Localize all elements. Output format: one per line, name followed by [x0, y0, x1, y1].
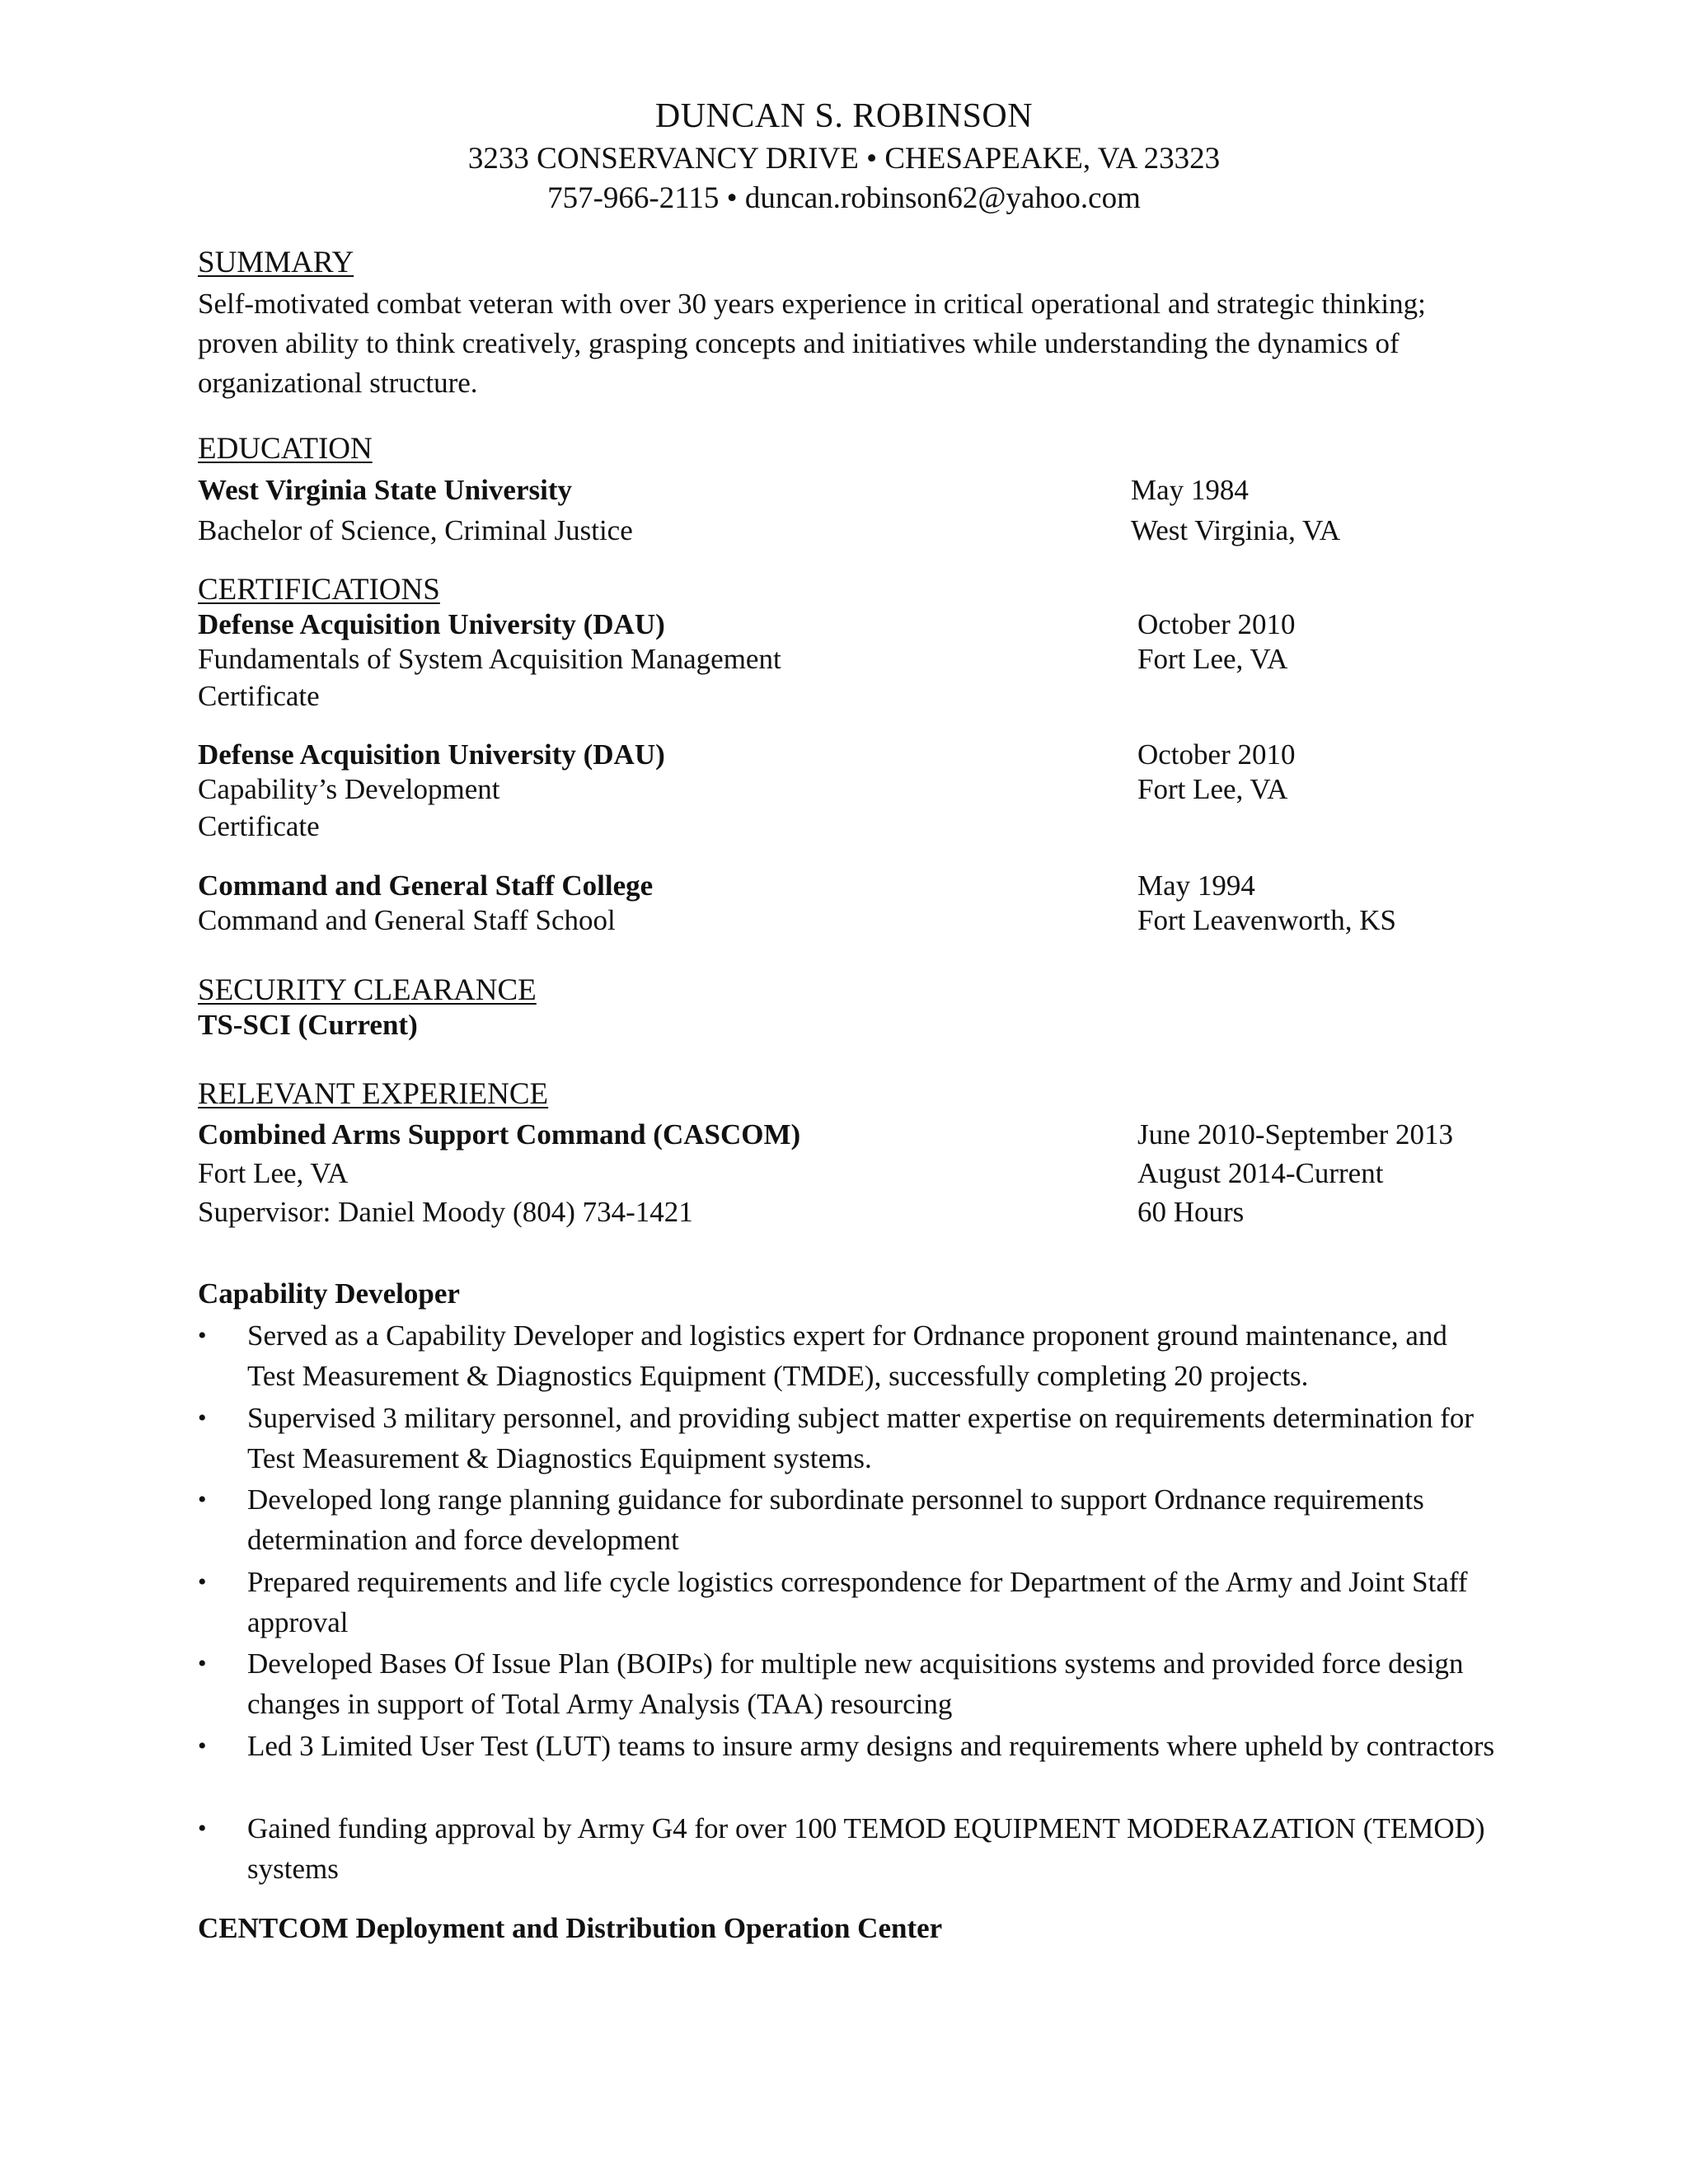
cert-2-date: October 2010 — [1137, 738, 1296, 771]
list-item: Served as a Capability Developer and logistics expert for Ordnance proponent ground maintenance, and Test Measurement & Diagnostics Equipment (TMDE), successfully completing 20 projects. — [247, 1319, 1447, 1392]
experience-hours: 60 Hours — [1137, 1196, 1245, 1228]
cert-1-org: Defense Acquisition University (DAU) — [198, 608, 665, 640]
bullet-icon: • — [198, 1568, 207, 1596]
cert-3-org: Command and General Staff College — [198, 869, 654, 902]
education-school: West Virginia State University — [198, 474, 572, 506]
experience-heading: RELEVANT EXPERIENCE — [198, 1077, 549, 1111]
bullet-icon: • — [198, 1404, 207, 1432]
experience-dates-1: June 2010-September 2013 — [1137, 1118, 1453, 1151]
experience-org: Combined Arms Support Command (CASCOM) — [198, 1118, 801, 1151]
certifications-heading: CERTIFICATIONS — [198, 573, 440, 607]
experience-location: Fort Lee, VA — [198, 1157, 349, 1189]
experience-supervisor: Supervisor: Daniel Moody (804) 734-1421 — [198, 1196, 693, 1228]
education-heading: EDUCATION — [198, 432, 373, 466]
list-item: Developed Bases Of Issue Plan (BOIPs) for multiple new acquisitions systems and provided force design changes in support of Total Army Analysis (TAA) resourcing — [247, 1647, 1464, 1720]
cert-3-course: Command and General Staff School — [198, 904, 616, 936]
cert-2-type: Certificate — [198, 810, 320, 842]
list-item: Prepared requirements and life cycle logistics correspondence for Department of the Army and Joint Staff approval — [247, 1566, 1468, 1638]
address-line: 3233 CONSERVANCY DRIVE • CHESAPEAKE, VA 23323 — [467, 142, 1221, 176]
cert-2-course: Capability’s Development — [198, 773, 500, 805]
bullet-icon: • — [198, 1486, 207, 1513]
bullet-icon: • — [198, 1650, 207, 1677]
list-item: Gained funding approval by Army G4 for over 100 TEMOD EQUIPMENT MODERAZATION (TEMOD) systems — [247, 1812, 1485, 1885]
bullet-icon: • — [198, 1815, 207, 1842]
summary-heading: SUMMARY — [198, 246, 354, 279]
candidate-name: DUNCAN S. ROBINSON — [654, 97, 1034, 135]
education-location: West Virginia, VA — [1131, 514, 1341, 546]
security-value: TS-SCI (Current) — [198, 1009, 418, 1041]
bullet-icon: • — [198, 1322, 207, 1349]
experience-role: Capability Developer — [198, 1277, 460, 1310]
next-experience-org: CENTCOM Deployment and Distribution Operation Center — [198, 1912, 943, 1944]
list-item: Developed long range planning guidance for subordinate personnel to support Ordnance requirements determination and force development — [247, 1483, 1424, 1556]
security-heading: SECURITY CLEARANCE — [198, 973, 537, 1007]
cert-3-date: May 1994 — [1137, 869, 1255, 902]
education-degree: Bachelor of Science, Criminal Justice — [198, 514, 633, 546]
experience-dates-2: August 2014-Current — [1137, 1157, 1384, 1189]
bullet-icon: • — [198, 1732, 207, 1760]
cert-1-location: Fort Lee, VA — [1137, 643, 1288, 675]
cert-2-location: Fort Lee, VA — [1137, 773, 1288, 805]
list-item: Led 3 Limited User Test (LUT) teams to insure army designs and requirements where upheld by contractors — [247, 1730, 1495, 1762]
cert-1-date: October 2010 — [1137, 608, 1296, 640]
education-date: May 1984 — [1131, 474, 1249, 506]
cert-1-course: Fundamentals of System Acquisition Management — [198, 643, 781, 675]
cert-3-location: Fort Leavenworth, KS — [1137, 904, 1396, 936]
list-item: Supervised 3 military personnel, and providing subject matter expertise on requirements determination for Test Measurement & Diagnostics Equipment systems. — [247, 1402, 1475, 1474]
contact-line: 757-966-2115 • duncan.robinson62@yahoo.com — [547, 181, 1141, 215]
summary-text: Self-motivated combat veteran with over 30 years experience in critical operational and strategic thinking; proven ability to think creatively, grasping concepts and initiatives while understanding the dynamics of organizational structure. — [198, 288, 1426, 399]
cert-1-type: Certificate — [198, 680, 320, 712]
cert-2-org: Defense Acquisition University (DAU) — [198, 738, 665, 771]
